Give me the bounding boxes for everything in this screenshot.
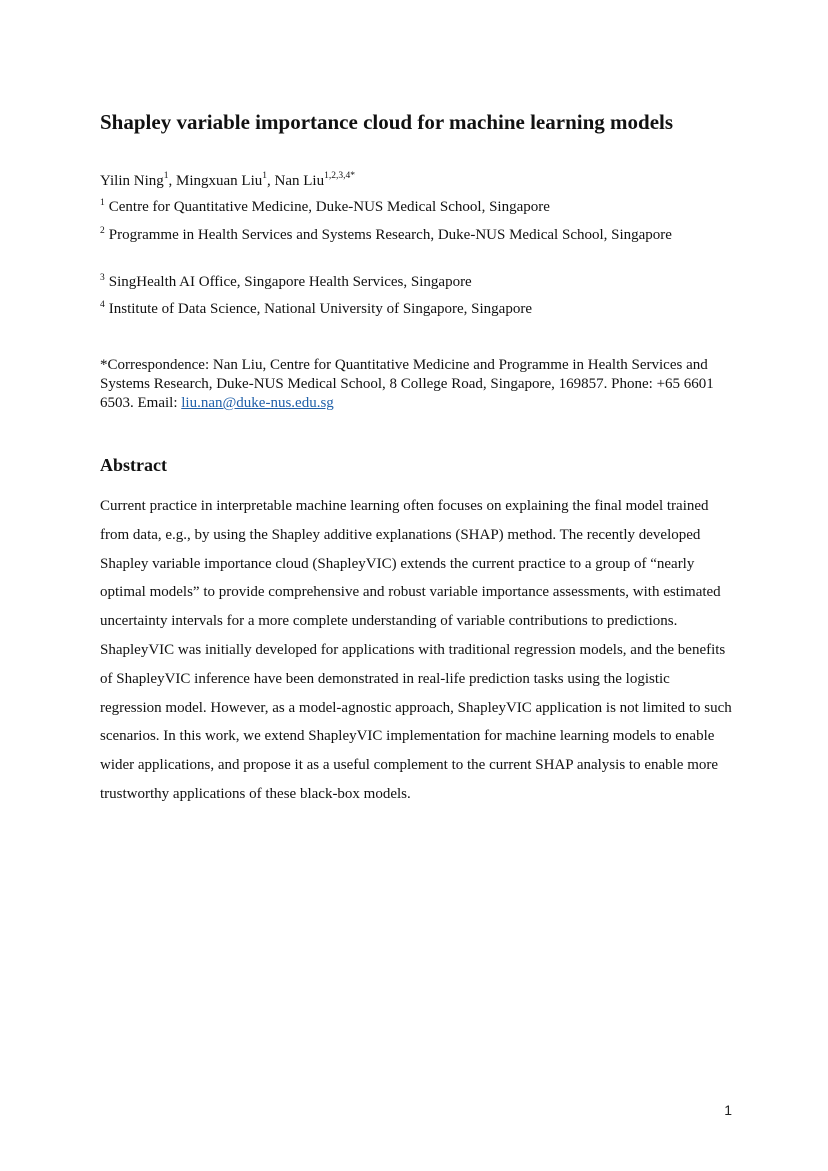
author-list <box>100 170 740 192</box>
correspondence-block <box>100 356 740 413</box>
affiliation-text: Institute of Data Science, National University of Singapore, Singapore <box>108 301 532 317</box>
affiliation-text: Centre for Quantitative Medicine, Duke-NUS Medical School, Singapore <box>108 199 550 215</box>
author-affiliation-mark: 1,2,3,4* <box>324 171 355 181</box>
abstract-text: Current practice in interpretable machine learning often focuses on explaining the final model trained from data, e.g., by using the Shapley additive explanations (SHAP) method. The recently developed Shapley variable importance cloud (ShapleyVIC) extends the current practice to a group of “nearly optimal models” to provide comprehensive and robust variable importance assessments, with estimated uncertainty intervals for a more complete understanding of variable contributions to predictions. ShapleyVIC was initially developed for applications with traditional regression models, and the benefits of ShapleyVIC inference have been demonstrated in real-life prediction tasks using the logistic regression model. However, as a model-agnostic approach, ShapleyVIC application is not limited to such scenarios. In this work, we extend ShapleyVIC implementation for machine learning models to enable wider applications, and propose it as a useful complement to the current SHAP analysis to enable more trustworthy applications of these black-box models. <box>100 498 732 802</box>
abstract-heading: Abstract <box>100 455 167 475</box>
author-affiliation-mark: 1 <box>163 171 169 181</box>
affiliation-number: 4 <box>100 300 105 310</box>
affiliation-number: 1 <box>100 198 105 208</box>
author-name: Yilin Ning <box>100 173 164 189</box>
affiliation-1 <box>100 198 740 216</box>
author-name: Nan Liu <box>274 173 325 189</box>
affiliation-2 <box>100 226 740 244</box>
page-number: 1 <box>724 1102 732 1118</box>
author-separator: , <box>267 173 275 189</box>
correspondence-text: *Correspondence: Nan Liu, Centre for Quantitative Medicine and Programme in Health Services and Systems Research, Duke-NUS Medical School, 8 College Road, Singapore, 169857. Phone: +65 6601 6503. Email: <box>100 357 714 411</box>
affiliation-number: 2 <box>100 226 105 236</box>
author-name: Mingxuan Liu <box>176 173 263 189</box>
affiliation-text: Programme in Health Services and Systems Research, Duke-NUS Medical School, Singapore <box>108 227 672 243</box>
author-affiliation-mark: 1 <box>262 171 268 181</box>
affiliation-number: 3 <box>100 273 105 283</box>
paper-title: Shapley variable importance cloud for machine learning models <box>100 110 674 134</box>
affiliation-4 <box>100 300 740 318</box>
affiliation-text: SingHealth AI Office, Singapore Health Services, Singapore <box>108 274 472 290</box>
email-link[interactable]: liu.nan@duke-nus.edu.sg <box>181 395 334 411</box>
author-separator: , <box>168 173 177 189</box>
affiliation-3 <box>100 273 740 291</box>
